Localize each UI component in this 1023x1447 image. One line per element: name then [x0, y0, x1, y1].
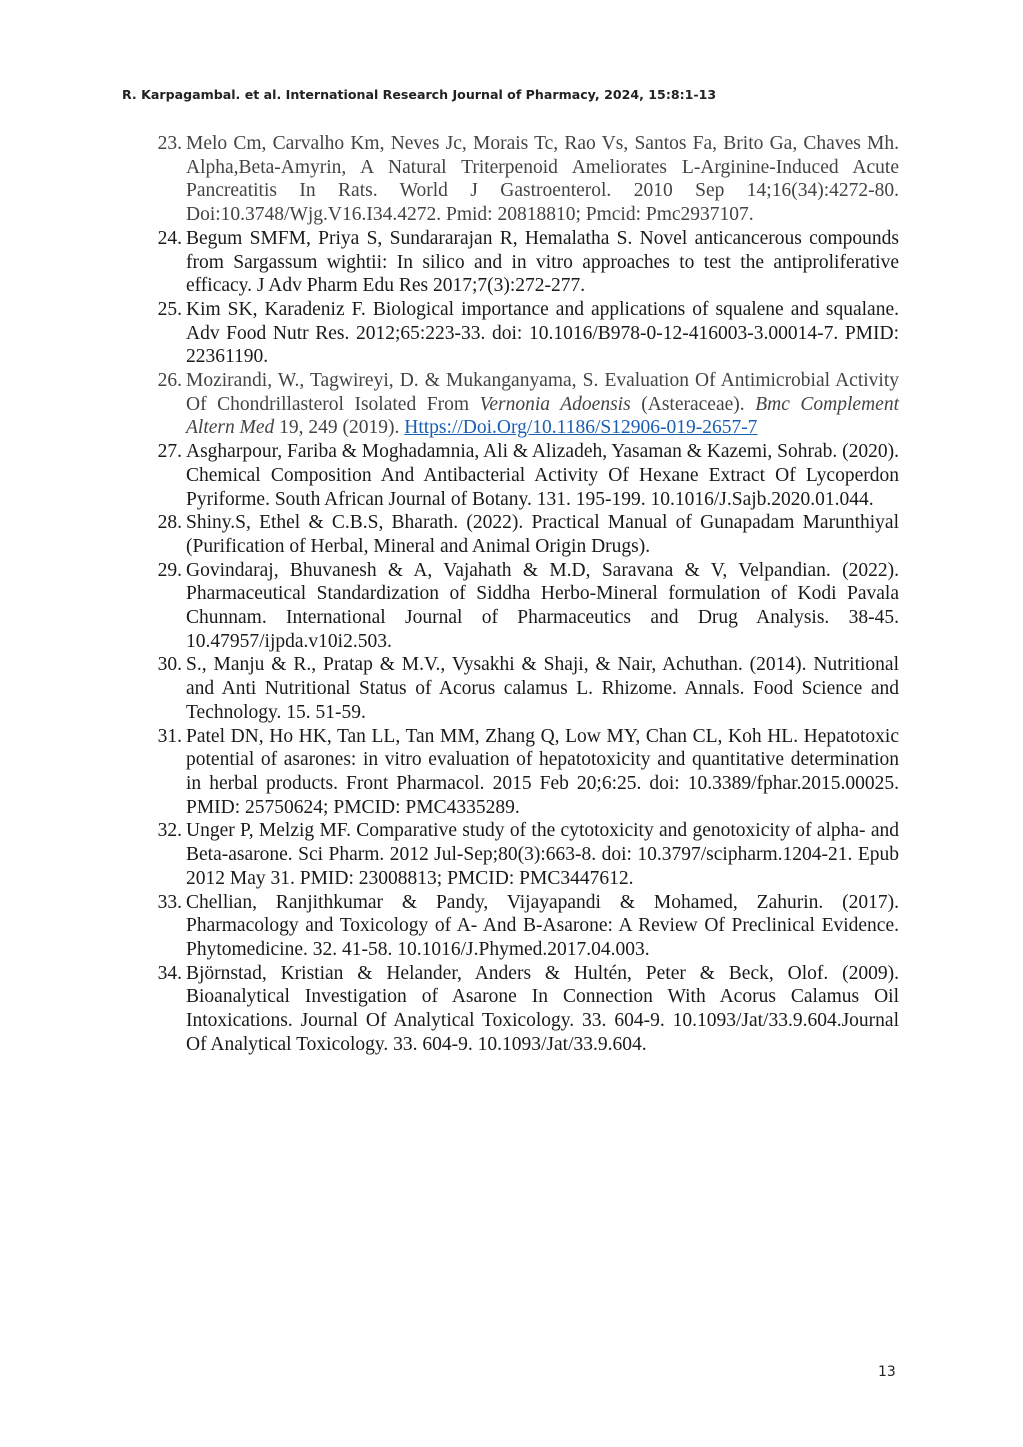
- reference-text: S., Manju & R., Pratap & M.V., Vysakhi & Shaji, & Nair, Achuthan. (2014). Nutritional and Anti Nutritional Status of Acorus calamus L. Rhizome. Annals. Food Science and Technology. 15. 51-59.: [186, 654, 899, 723]
- reference-number: 30.: [157, 654, 182, 676]
- reference-number: 25.: [157, 298, 182, 320]
- reference-item: [150, 891, 899, 962]
- reference-number: 27.: [157, 441, 182, 463]
- reference-number: 29.: [157, 559, 182, 581]
- reference-text: Kim SK, Karadeniz F. Biological importance and applications of squalene and squalane. Adv Food Nutr Res. 2012;65:223-33. doi: 10.1016/B978-0-12-416003-3.00014-7. PMID: 22361190.: [186, 298, 899, 368]
- reference-text: Shiny.S, Ethel & C.B.S, Bharath. (2022). Practical Manual of Gunapadam Marunthiyal (Purification of Herbal, Mineral and Animal Origin Drugs).: [186, 512, 899, 557]
- reference-text: Begum SMFM, Priya S, Sundararajan R, Hemalatha S. Novel anticancerous compounds from Sargassum wightii: In silico and in vitro approaches to test the antiproliferative efficacy. J Adv Pharm Edu Res 2017;7(3):272-277.: [186, 227, 899, 297]
- running-header: R. Karpagambal. et al. International Research Journal of Pharmacy, 2024, 15:8:1-13: [122, 87, 717, 102]
- reference-item: [150, 298, 899, 369]
- species-name: Vernonia Adoensis: [479, 393, 631, 415]
- reference-number: 33.: [157, 891, 182, 913]
- reference-item: [150, 369, 899, 440]
- reference-number: 24.: [157, 227, 182, 249]
- doi-link[interactable]: Https://Doi.Org/10.1186/S12906-019-2657-7: [404, 417, 758, 439]
- reference-text: Patel DN, Ho HK, Tan LL, Tan MM, Zhang Q, Low MY, Chan CL, Koh HL. Hepatotoxic potential of asarones: in vitro evaluation of hepatotoxicity and quantitative determination in herbal products. Front Pharmacol. 2015 Feb 20;6:25. doi: 10.3389/fphar.2015.00025. PMID: 25750624; PMCID: PMC4335289.: [186, 725, 899, 818]
- reference-text-part: Mozirandi, W., Tagwireyi, D. & Mukanganyama, S. Evaluation Of Antimicrobial Activity Of Chondrillasterol Isolated From: [186, 370, 899, 415]
- reference-text: [186, 370, 899, 438]
- reference-item: [150, 440, 899, 511]
- reference-item: [150, 819, 899, 890]
- reference-item: [150, 511, 899, 558]
- page-number: 13: [878, 1364, 896, 1380]
- reference-item: [150, 725, 899, 820]
- reference-list: [150, 132, 899, 1056]
- reference-text: Björnstad, Kristian & Helander, Anders & Hultén, Peter & Beck, Olof. (2009). Bioanalytical Investigation of Asarone In Connection With Acorus Calamus Oil Intoxications. Journal Of Analytical Toxicology. 33. 604-9. 10.1093/Jat/33.9.604.Journal Of Analytical Toxicology. 33. 604-9. 10.1093/Jat/33.9.604.: [186, 962, 899, 1055]
- reference-number: 23.: [157, 133, 182, 154]
- reference-item: [150, 559, 899, 654]
- reference-text: Govindaraj, Bhuvanesh & A, Vajahath & M.D, Saravana & V, Velpandian. (2022). Pharmaceutical Standardization of Siddha Herbo-Mineral formulation of Kodi Pavala Chunnam. International Journal of Pharmaceutics and Drug Analysis. 38-45. 10.47957/ijpda.v10i2.503.: [186, 559, 899, 652]
- reference-number: 28.: [157, 512, 182, 534]
- reference-number: 26.: [157, 370, 182, 392]
- reference-text: Chellian, Ranjithkumar & Pandy, Vijayapandi & Mohamed, Zahurin. (2017). Pharmacology and Toxicology of A- And B-Asarone: A Review Of Preclinical Evidence. Phytomedicine. 32. 41-58. 10.1016/J.Phymed.2017.04.003.: [186, 891, 899, 960]
- reference-number: 34.: [157, 962, 182, 984]
- reference-text: Asgharpour, Fariba & Moghadamnia, Ali & Alizadeh, Yasaman & Kazemi, Sohrab. (2020). Chemical Composition And Antibacterial Activity Of Hexane Extract Of Lycoperdon Pyriforme. South African Journal of Botany. 131. 195-199. 10.1016/J.Sajb.2020.01.044.: [186, 441, 900, 510]
- journal-name: Bmc Complement Altern Med: [186, 393, 899, 439]
- reference-item: [150, 962, 899, 1057]
- reference-item: [150, 132, 899, 227]
- reference-item: [150, 653, 899, 724]
- reference-number: 31.: [157, 725, 182, 747]
- reference-text: Unger P, Melzig MF. Comparative study of the cytotoxicity and genotoxicity of alpha- and Beta-asarone. Sci Pharm. 2012 Jul-Sep;80(3):663-8. doi: 10.3797/scipharm.1204-21. Epub 2012 May 31. PMID: 23008813; PMCID: PMC3447612.: [186, 820, 899, 889]
- reference-text-part: 19, 249 (2019).: [274, 417, 405, 439]
- reference-text: Melo Cm, Carvalho Km, Neves Jc, Morais Tc, Rao Vs, Santos Fa, Brito Ga, Chaves Mh. Alpha,Beta-Amyrin, A Natural Triterpenoid Ameliorates L-Arginine-Induced Acute Pancreatitis In Rats. World J Gastroenterol. 2010 Sep 14;16(34):4272-80. Doi:10.3748/Wjg.V16.I34.4272. Pmid: 20818810; Pmcid: Pmc2937107.: [186, 133, 899, 226]
- reference-item: [150, 227, 899, 298]
- reference-text-part: (Asteraceae).: [630, 393, 756, 415]
- reference-number: 32.: [157, 820, 182, 842]
